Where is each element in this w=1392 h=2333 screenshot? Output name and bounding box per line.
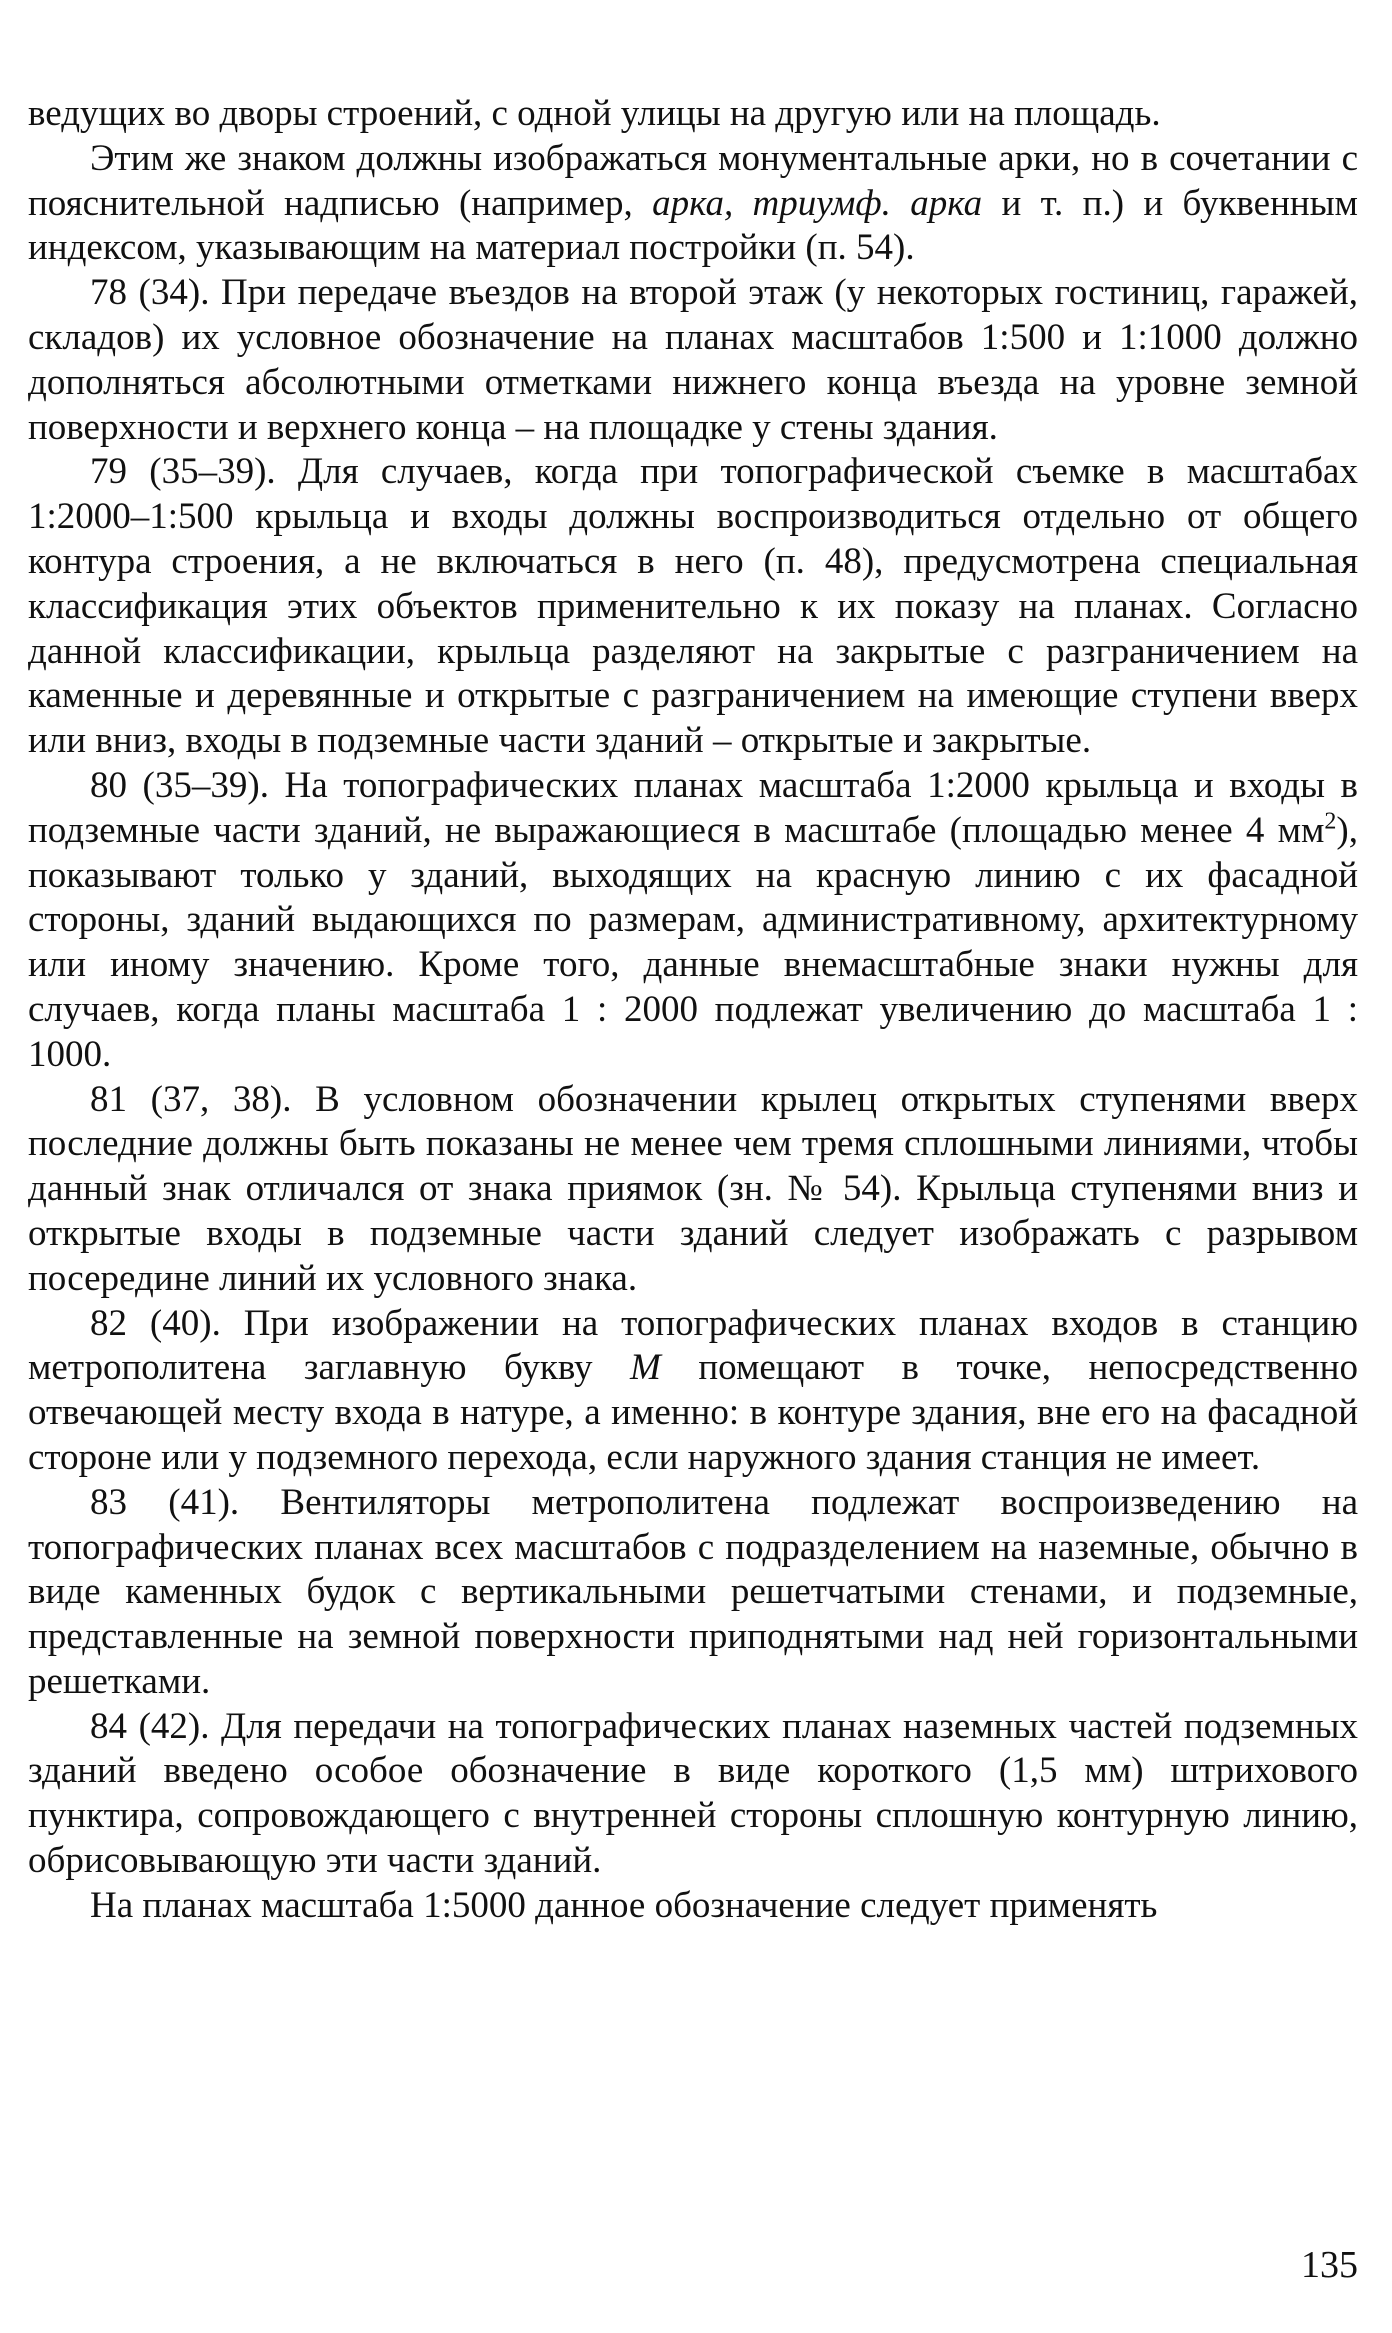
paragraph-text-gap <box>891 183 910 224</box>
paragraph-text: Вентиляторы метрополитена подлежат воспроизведению на топографических планах всех масштабов с подразделением на наземные, обычно в виде каменных будок с вертикальными решетчатыми стенами, и подземные, представленные на земной поверхности приподнятыми над ней горизонтальными решетками. <box>28 1481 1358 1702</box>
italic-example-1: арка, триумф. <box>652 182 891 224</box>
paragraph-83 <box>28 1481 1358 1705</box>
page-body <box>28 92 1358 1929</box>
paragraph-text: При передаче въездов на второй этаж (у некоторых гостиниц, гаражей, складов) их условное обозначение на планах масштабов 1:500 и 1:1000 должно дополняться абсолютными отметками нижнего конца въезда на уровне земной поверхности и верхнего конца – на площадке у стены здания. <box>28 272 1358 448</box>
paragraph-number: 83 (41). <box>90 1481 240 1523</box>
paragraph-80 <box>28 764 1358 1078</box>
paragraph-text-end: помещают в точке, непосредственно отвечающей месту входа в натуре, а именно: в контуре здания, вне его на фасадной стороне или у подземного перехода, если наружного здания станция не имеет. <box>28 1347 1358 1478</box>
paragraph-arches <box>28 137 1358 271</box>
paragraph-text-start: При изображении на топографических планах входов в станцию метрополитена заглавную букву <box>28 1302 1358 1389</box>
paragraph-text-end: и т. п.) и буквенным индексом, указывающим на материал постройки (п. 54). <box>28 182 1358 269</box>
paragraph-number: 82 (40). <box>90 1302 221 1344</box>
paragraph-number: 80 (35–39). <box>90 764 269 806</box>
paragraph-text-start: Этим же знаком должны изображаться монументальные арки, но в сочетании с пояснительной надписью (например, <box>28 137 1358 224</box>
italic-letter-m: М <box>630 1347 661 1389</box>
paragraph-number: 78 (34). <box>90 272 210 314</box>
paragraph-final <box>28 1884 1358 1929</box>
paragraph-text: На планах масштаба 1:5000 данное обозначение следует применять <box>90 1884 1158 1926</box>
paragraph-text: Для случаев, когда при топографической съемке в масштабах 1:2000–1:500 крыльца и входы должны воспроизводиться отдельно от общего контура строения, а не включаться в него (п. 48), предусмотрена специальная классификация этих объектов применительно к их показу на планах. Согласно данной классификации, крыльца разделяют на закрытые с разграничением на каменные и деревянные и открытые с разграничением на имеющие ступени вверх или вниз, входы в подземные части зданий – открытые и закрытые. <box>28 451 1358 762</box>
paragraph-84 <box>28 1705 1358 1884</box>
paragraph-continuation <box>28 92 1358 137</box>
paragraph-text: В условном обозначении крылец открытых ступенями вверх последние должны быть показаны не менее чем тремя сплошными линиями, чтобы данный знак отличался от знака приямок (зн. № 54). Крыльца ступенями вниз и открытые входы в подземные части зданий следует изображать с разрывом посередине линий их условного знака. <box>28 1078 1358 1299</box>
paragraph-number: 81 (37, 38). <box>90 1078 292 1120</box>
paragraph-79 <box>28 450 1358 764</box>
paragraph-82 <box>28 1302 1358 1481</box>
paragraph-text: Для передачи на топографических планах наземных частей подземных зданий введено особое обозначение в виде короткого (1,5 мм) штрихового пунктира, сопровождающего с внутренней стороны сплошную контурную линию, обрисовывающую эти части зданий. <box>28 1705 1358 1882</box>
paragraph-text: ведущих во дворы строений, с одной улицы на другую или на площадь. <box>28 93 1161 134</box>
paragraph-78 <box>28 271 1358 450</box>
paragraph-81 <box>28 1078 1358 1302</box>
superscript-2: 2 <box>1324 808 1337 835</box>
page-number: 135 <box>1301 2244 1358 2286</box>
paragraph-text-start: На топографических планах масштаба 1:2000 крыльца и входы в подземные части зданий, не выражающиеся в масштабе (площадью менее 4 мм <box>28 764 1358 851</box>
paragraph-number: 84 (42). <box>90 1705 210 1747</box>
paragraph-number: 79 (35–39). <box>90 451 276 493</box>
paragraph-text-end: ), показывают только у зданий, выходящих на красную линию с их фасадной стороны, зданий выдающихся по размерам, административному, архитектурному или иному значению. Кроме того, данные внемасштабные знаки нужны для случаев, когда планы масштаба 1 : 2000 подлежат увеличению до масштаба 1 : 1000. <box>28 809 1358 1075</box>
italic-example-2: арка <box>910 182 983 224</box>
